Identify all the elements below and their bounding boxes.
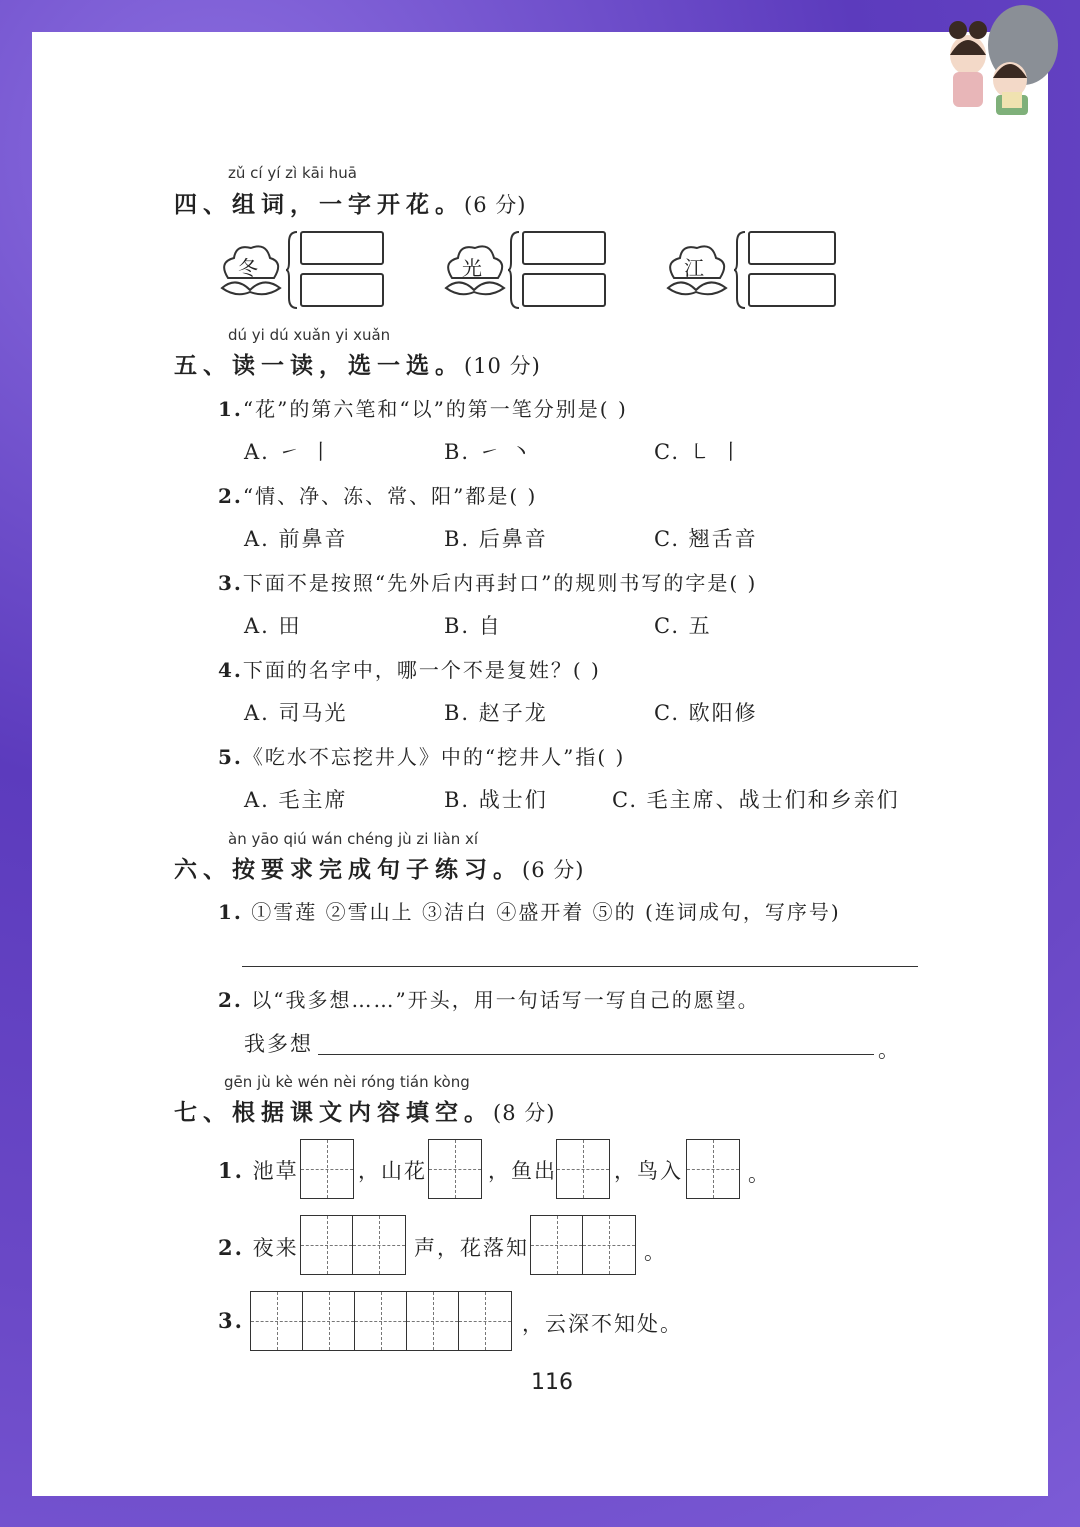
section5-title: 五、读一读，选一选。 [174,352,464,379]
brace-icon [733,230,747,310]
answer-box[interactable] [300,231,384,265]
brace-icon [285,230,299,310]
option-c[interactable]: C. 毛主席、战士们和乡亲们 [612,788,900,812]
section6-pinyin: àn yāo qiú wán chéng jù zi liàn xí [228,830,479,848]
option-c[interactable]: C. 欧阳修 [654,701,758,725]
flower-char: 光 [462,256,482,280]
answer-box[interactable] [748,273,836,307]
option-a[interactable]: A. 毛主席 [244,788,348,812]
writing-grid[interactable] [556,1139,610,1199]
question-5-1: 1.“花”的第六笔和“以”的第一笔分别是( ) [218,397,628,421]
reading-children-illustration [918,0,1058,120]
option-b[interactable]: B. 后鼻音 [444,527,548,551]
section6-score: (6 分) [522,858,585,882]
question-5-5: 5.《吃水不忘挖井人》中的“挖井人”指( ) [218,745,626,769]
writing-grid[interactable] [300,1139,354,1199]
option-a[interactable]: A. 司马光 [244,701,348,725]
poem-text: ，鱼出 [488,1159,557,1183]
poem-text: 声，花落知 [414,1236,529,1260]
answer-line[interactable] [318,1054,874,1055]
section7-title: 七、根据课文内容填空。 [174,1099,493,1126]
section5-heading [174,347,541,380]
writing-grid[interactable] [530,1215,636,1275]
question-5-4: 4.下面的名字中，哪一个不是复姓？( ) [218,658,601,682]
option-b[interactable]: B. 赵子龙 [444,701,548,725]
option-b[interactable]: B. 自 [444,614,502,638]
poem-text: ，山花 [358,1159,427,1183]
section4-heading [174,186,526,219]
option-b[interactable]: B. ㇀ 丶 [444,440,534,464]
option-c[interactable]: C. 翘舌音 [654,527,758,551]
option-a[interactable]: A. 田 [244,614,302,638]
section4-title: 四、组词，一字开花。 [174,191,464,218]
answer-box[interactable] [522,231,606,265]
poem-text: 。 [748,1162,771,1186]
section6-title: 六、按要求完成句子练习。 [174,856,522,883]
section4-score: (6 分) [464,193,527,217]
option-c[interactable]: C. ㇄ 丨 [654,440,744,464]
flower-char: 江 [684,256,704,280]
question-7-2-number: 2. 夜来 [218,1235,299,1260]
answer-box[interactable] [300,273,384,307]
question-7-1-number: 1. 池草 [218,1158,299,1183]
question-5-3: 3.下面不是按照“先外后内再封口”的规则书写的字是( ) [218,571,758,595]
section7-pinyin: gēn jù kè wén nèi róng tián kòng [224,1073,470,1091]
answer-box[interactable] [748,231,836,265]
sentence-period: 。 [878,1038,901,1062]
poem-text: ，云深不知处。 [522,1312,683,1336]
section7-heading [174,1094,555,1127]
section4-pinyin: zǔ cí yí zì kāi huā [228,164,357,182]
section7-score: (8 分) [493,1101,556,1125]
writing-grid[interactable] [428,1139,482,1199]
page-number: 116 [531,1370,573,1395]
question-6-1: 1. ①雪莲 ②雪山上 ③洁白 ④盛开着 ⑤的 (连词成句，写序号) [218,900,841,924]
option-a[interactable]: A. 前鼻音 [244,527,348,551]
flower-char: 冬 [238,256,258,280]
option-a[interactable]: A. ㇀ 丨 [244,440,334,464]
question-6-2: 2. 以“我多想……”开头，用一句话写一写自己的愿望。 [218,988,760,1012]
poem-text: 。 [644,1240,667,1264]
question-5-2: 2.“情、净、冻、常、阳”都是( ) [218,484,538,508]
question-7-3-number: 3. [218,1308,244,1333]
answer-line[interactable] [242,966,918,967]
option-b[interactable]: B. 战士们 [444,788,548,812]
writing-grid[interactable] [250,1291,512,1351]
option-c[interactable]: C. 五 [654,614,712,638]
section6-heading [174,851,584,884]
answer-prefix: 我多想 [244,1032,313,1056]
answer-box[interactable] [522,273,606,307]
poem-text: ，鸟入 [614,1159,683,1183]
writing-grid[interactable] [686,1139,740,1199]
brace-icon [507,230,521,310]
writing-grid[interactable] [300,1215,406,1275]
section5-pinyin: dú yi dú xuǎn yi xuǎn [228,326,391,344]
section5-score: (10 分) [464,354,541,378]
